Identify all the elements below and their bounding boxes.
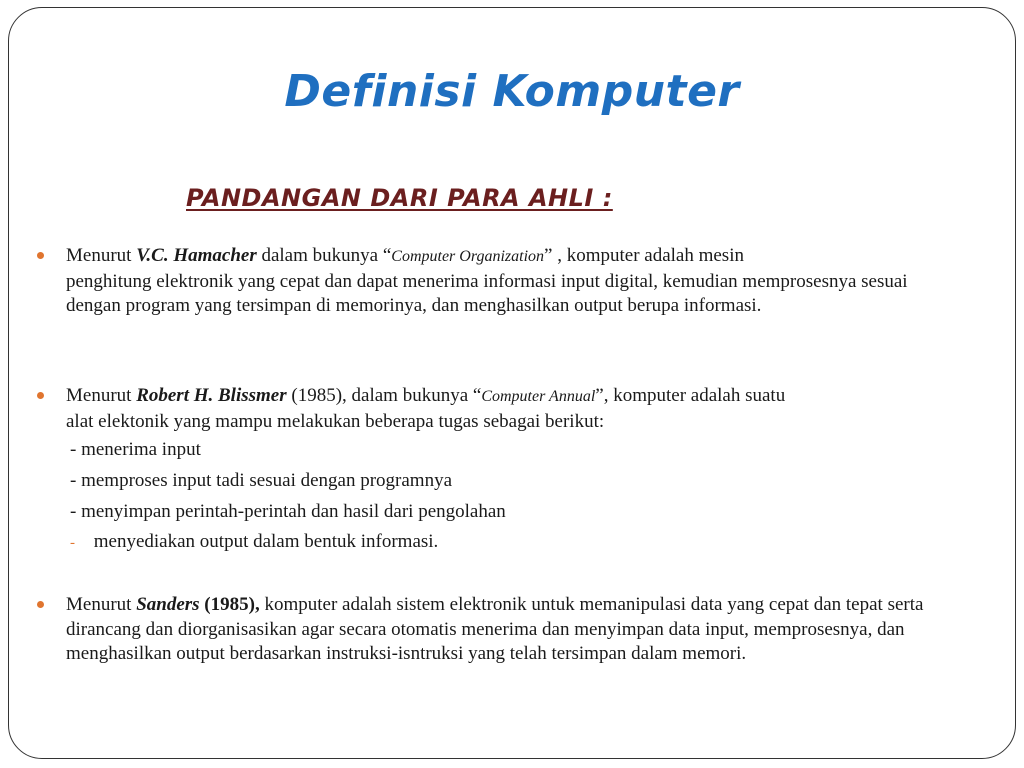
year-text: (1985), (199, 594, 260, 615)
dash-icon: - (70, 535, 75, 551)
prefix: Menurut (66, 245, 137, 266)
task-item: - menerima input (70, 439, 201, 460)
bullet-dot-icon (37, 601, 44, 608)
mid-text: dalam bukunya “ (256, 245, 392, 266)
definition-blissmer (66, 384, 966, 434)
bullet-dot-icon (37, 392, 44, 399)
author-name: Robert H. Blissmer (136, 385, 287, 406)
book-title: Computer Annual (481, 388, 596, 405)
mid-text: (1985), dalam bukunya “ (286, 385, 482, 406)
task-item: - memproses input tadi sesuai dengan programnya (70, 470, 453, 491)
prefix: Menurut (66, 594, 137, 615)
slide-subtitle: PANDANGAN DARI PARA AHLI : (186, 184, 613, 212)
task-text: menyediakan output dalam bentuk informasi. (93, 531, 439, 552)
rest-line1: ”, komputer adalah suatu (595, 385, 786, 406)
rest-text: komputer adalah sistem elektronik untuk memanipulasi data yang cepat dan tepat serta dirancang dan diorganisasikan agar secara otomatis menerima dan menyimpan data input, memprosesnya, dan menghasilkan output berdasarkan instruksi-isntruksi yang telah tersimpan dalam memori. (66, 594, 924, 664)
slide-title: Definisi Komputer (284, 66, 740, 117)
prefix: Menurut (66, 385, 137, 406)
task-item: - menyimpan perintah-perintah dan hasil dari pengolahan (70, 501, 506, 522)
author-name: V.C. Hamacher (136, 245, 257, 266)
author-name: Sanders (136, 594, 200, 615)
task-item-last (70, 530, 438, 555)
book-title: Computer Organization (391, 248, 545, 265)
definition-hamacher (66, 244, 966, 319)
rest-text: penghitung elektronik yang cepat dan dapat menerima informasi input digital, kemudian memprosesnya sesuai dengan program yang tersimpan di memorinya, dan menghasilkan output berupa informasi. (66, 270, 908, 316)
rest-text: alat elektonik yang mampu melakukan beberapa tugas sebagai berikut: (66, 410, 605, 432)
definition-sanders (66, 593, 966, 667)
bullet-dot-icon (37, 252, 44, 259)
rest-line1: ” , komputer adalah mesin (544, 245, 744, 266)
